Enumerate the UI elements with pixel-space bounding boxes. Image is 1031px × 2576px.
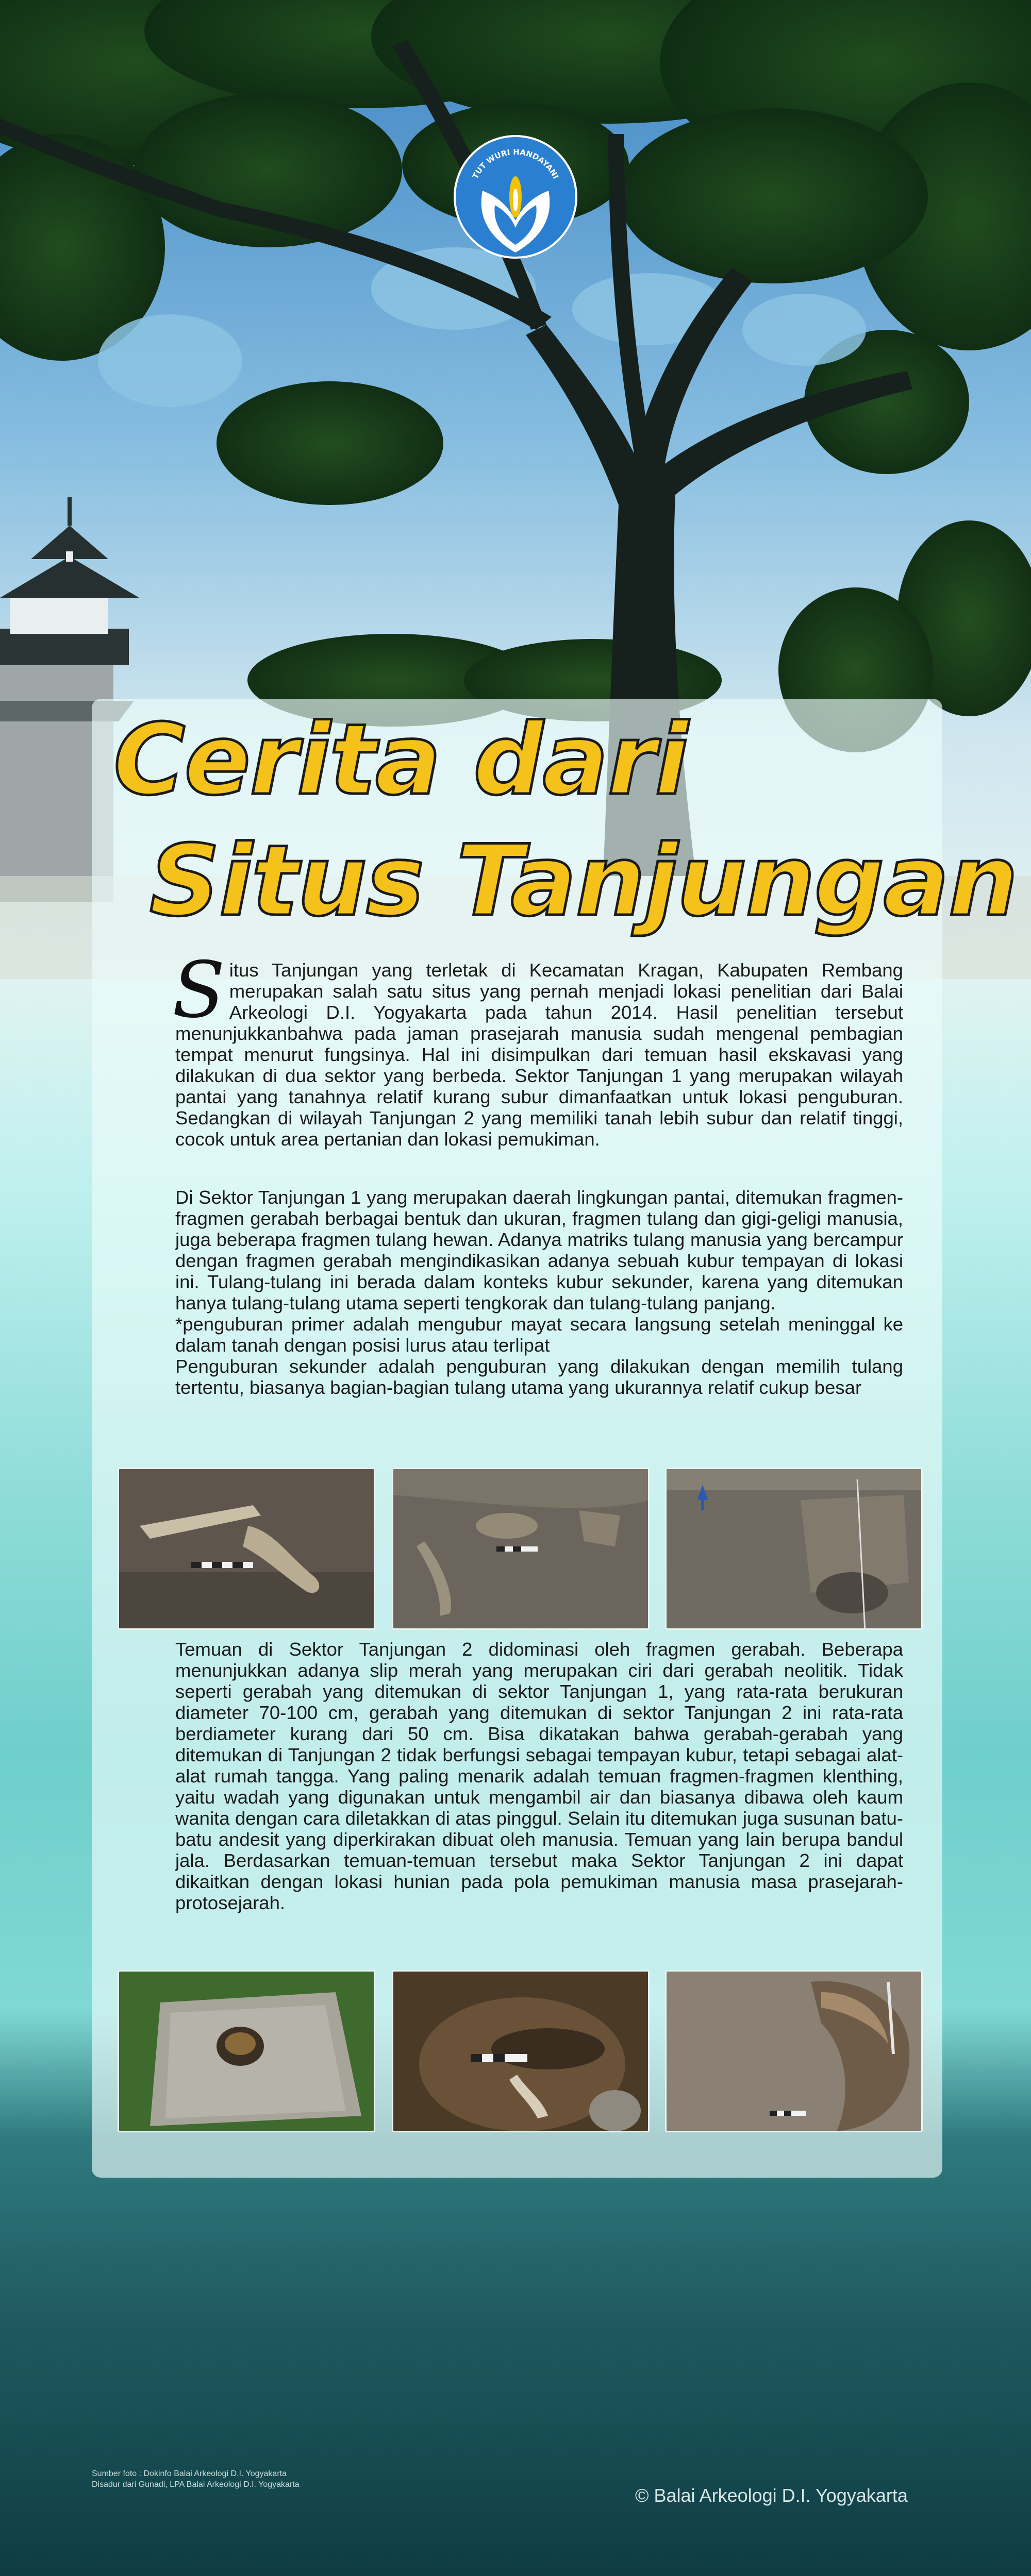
excavation-photo-3 — [665, 1468, 923, 1630]
intro-paragraph — [172, 946, 903, 1171]
note-secondary-burial: Penguburan sekunder adalah penguburan yang dilakukan dengan memilih tulang tertentu, biasanya bagian-bagian tulang utama yang ukurannya relatif cukup besar — [175, 1356, 903, 1398]
credit-source: Sumber foto : Dokinfo Balai Arkeologi D.I. Yogyakarta — [92, 2469, 287, 2478]
sector1-text: Di Sektor Tanjungan 1 yang merupakan daerah lingkungan pantai, ditemukan fragmen-fragmen gerabah berbagai bentuk dan ukuran, fragmen tulang dan gigi-geligi manusia, juga beberapa fragmen tulang hewan. Adanya matriks tulang manusia yang bercampur dengan fragmen gerabah mengindikasikan adanya sebuah kubur tempayan di lokasi ini. Tulang-tulang ini berada dalam konteks kubur sekunder, karena yang ditemukan hanya tulang-tulang utama seperti tengkorak dan tulang-tulang panjang. — [175, 1187, 903, 1314]
sector1-paragraph — [175, 1187, 903, 1429]
logo-motto: TUT WURI HANDAYANI — [470, 147, 561, 181]
excavation-photo-1 — [118, 1468, 375, 1630]
tut-wuri-handayani-logo — [453, 134, 578, 260]
sector2-paragraph: Temuan di Sektor Tanjungan 2 didominasi oleh fragmen gerabah. Beberapa menunjukkan adanya slip merah yang merupakan ciri dari gerabah neolitik. Tidak seperti gerabah yang ditemukan di sektor Tanjungan 1, yang rata-rata berukuran diameter 70-100 cm, gerabah yang ditemukan di sektor Tanjungan 2 ini rata-rata berdiameter kurang dari 50 cm. Bisa dikatakan bahwa gerabah-gerabah yang ditemukan di Tanjungan 2 tidak berfungsi sebagai tempayan kubur, tetapi sebagai alat-alat rumah tangga. Yang paling menarik adalah temuan fragmen-fragmen klenthing, yaitu wadah yang digunakan untuk mengambil air dan biasanya dibawa oleh kaum wanita dengan cara diletakkan di atas pinggul. Selain itu ditemukan juga susunan batu-batu andesit yang diperkirakan dibuat oleh manusia. Temuan yang lain berupa bandul jala. Berdasarkan temuan-temuan tersebut maka Sektor Tanjungan 2 ini dapat dikaitkan dengan lokasi hunian pada pola pemukiman manusia masa prasejarah-protosejarah. — [175, 1639, 903, 1913]
photo-credits — [92, 2468, 300, 2490]
page-title-line2: Situs Tanjungan — [149, 824, 1017, 938]
excavation-photo-2 — [392, 1468, 650, 1630]
note-primary-burial: *penguburan primer adalah mengubur mayat secara langsung setelah meninggal ke dalam tanah dengan posisi lurus atau terlipat — [175, 1314, 903, 1356]
credit-adapted: Disadur dari Gunadi, LPA Balai Arkeologi D.I. Yogyakarta — [92, 2480, 300, 2489]
drop-cap: S — [172, 946, 225, 1035]
artifact-photo-1 — [118, 1970, 375, 2132]
copyright: © Balai Arkeologi D.I. Yogyakarta — [635, 2485, 908, 2506]
intro-text: itus Tanjungan yang terletak di Kecamatan Kragan, Kabupaten Rembang merupakan salah satu situs yang pernah menjadi lokasi penelitian dari Balai Arkeologi D.I. Yogyakarta pada tahun 2014. Hasil penelitian tersebut menunjukkanbahwa pada jaman prasejarah manusia sudah mengenal pembagian tempat menurut fungsinya. Hal ini disimpulkan dari temuan hasil ekskavasi yang dilakukan di dua sektor yang berbeda. Sektor Tanjungan 1 yang merupakan wilayah pantai yang tanahnya relatif kurang subur dimanfaatkan untuk lokasi penguburan. Sedangkan di wilayah Tanjungan 2 yang memiliki tanah lebih subur dan relatif tinggi, cocok untuk area pertanian dan lokasi pemukiman. — [175, 959, 903, 1150]
artifact-photo-3 — [665, 1970, 923, 2132]
artifact-photo-2 — [392, 1970, 650, 2132]
page-title-line1: Cerita dari — [113, 703, 688, 817]
